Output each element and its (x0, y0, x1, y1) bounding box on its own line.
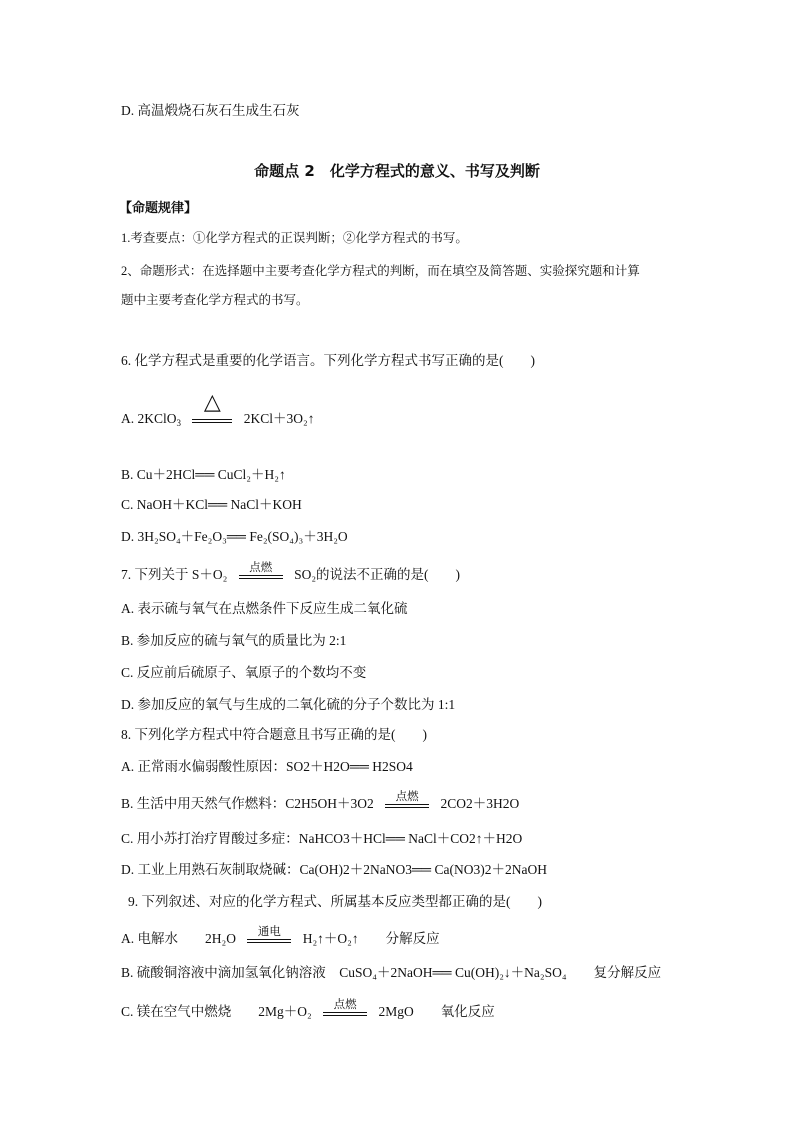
q9-a-left: A. 电解水 2H₂O (121, 931, 236, 946)
q7-condition: 点燃 (249, 562, 273, 574)
heat-condition-arrow (192, 389, 232, 423)
q7-stem-left: 7. 下列关于 S＋O₂ (121, 567, 228, 582)
option-d-previous: D. 高温煅烧石灰石生成生石灰 (121, 103, 300, 118)
q6-option-d: D. 3H₂SO₄＋Fe₂O₃══ Fe₂(SO₄)₃＋3H₂O (121, 529, 348, 544)
q9-option-c (121, 999, 495, 1021)
q9-c-right: 2MgO 氧化反应 (378, 1004, 495, 1019)
q6-a-sub: 3 (176, 418, 182, 428)
q6-a-right: 2KCl＋3O₂↑ (243, 411, 315, 426)
rule-2-line-2: 题中主要考查化学方程式的书写。 (121, 293, 309, 307)
ignite-condition-arrow (385, 791, 429, 808)
q9-c-left: C. 镁在空气中燃烧 2Mg＋O₂ (121, 1004, 312, 1019)
q8-option-d: D. 工业上用熟石灰制取烧碱：Ca(OH)2＋2NaNO3══ Ca(NO3)2＋2NaOH (121, 862, 547, 877)
q6-option-a (121, 389, 315, 432)
q8-b-condition: 点燃 (395, 791, 419, 803)
q6-stem: 6. 化学方程式是重要的化学语言。下列化学方程式书写正确的是( ) (121, 353, 535, 368)
q8-option-b (121, 791, 520, 813)
q9-option-a (121, 926, 440, 948)
q8-option-a: A. 正常雨水偏弱酸性原因：SO2＋H2O══ H2SO4 (121, 759, 413, 774)
q6-option-c: C. NaOH＋KCl══ NaCl＋KOH (121, 497, 302, 512)
q9-option-b: B. 硫酸铜溶液中滴加氢氧化钠溶液 CuSO₄＋2NaOH══ Cu(OH)₂↓＋Na₂SO₄ 复分解反应 (121, 965, 662, 980)
q7-option-a: A. 表示硫与氧气在点燃条件下反应生成二氧化硫 (121, 601, 408, 616)
q7-option-d: D. 参加反应的氧气与生成的二氧化硫的分子个数比为 1:1 (121, 697, 456, 712)
q7-stem (121, 562, 461, 584)
rule-heading: 【命题规律】 (119, 201, 198, 216)
q9-stem: 9. 下列叙述、对应的化学方程式、所属基本反应类型都正确的是( ) (128, 894, 542, 909)
heat-triangle-icon: △ (203, 389, 221, 414)
q9-c-condition: 点燃 (333, 999, 357, 1011)
rule-1: 1.考查要点：①化学方程式的正误判断；②化学方程式的书写。 (121, 231, 468, 245)
q9-a-condition: 通电 (257, 926, 281, 938)
q6-option-b: B. Cu＋2HCl══ CuCl₂＋H₂↑ (121, 467, 286, 482)
q8-b-right: 2CO2＋3H2O (440, 796, 520, 811)
q8-option-c: C. 用小苏打治疗胃酸过多症：NaHCO3＋HCl══ NaCl＋CO2↑＋H2O (121, 831, 523, 846)
ignite-condition-arrow (239, 562, 283, 579)
q9-a-right: H₂↑＋O₂↑ 分解反应 (302, 931, 440, 946)
q8-stem: 8. 下列化学方程式中符合题意且书写正确的是( ) (121, 727, 427, 742)
section-title: 命题点 2 化学方程式的意义、书写及判断 (254, 162, 540, 180)
q7-option-c: C. 反应前后硫原子、氧原子的个数均不变 (121, 665, 367, 680)
electrolysis-condition-arrow (247, 926, 291, 943)
q6-a-left: A. 2KClO (121, 411, 177, 426)
q7-option-b: B. 参加反应的硫与氧气的质量比为 2:1 (121, 633, 347, 648)
q7-stem-right: SO₂的说法不正确的是( ) (294, 567, 461, 582)
ignite-condition-arrow (323, 999, 367, 1016)
q8-b-left: B. 生活中用天然气作燃料：C2H5OH＋3O2 (121, 796, 374, 811)
rule-2-line-1: 2、命题形式：在选择题中主要考查化学方程式的判断，而在填空及简答题、实验探究题和计算 (121, 264, 640, 278)
